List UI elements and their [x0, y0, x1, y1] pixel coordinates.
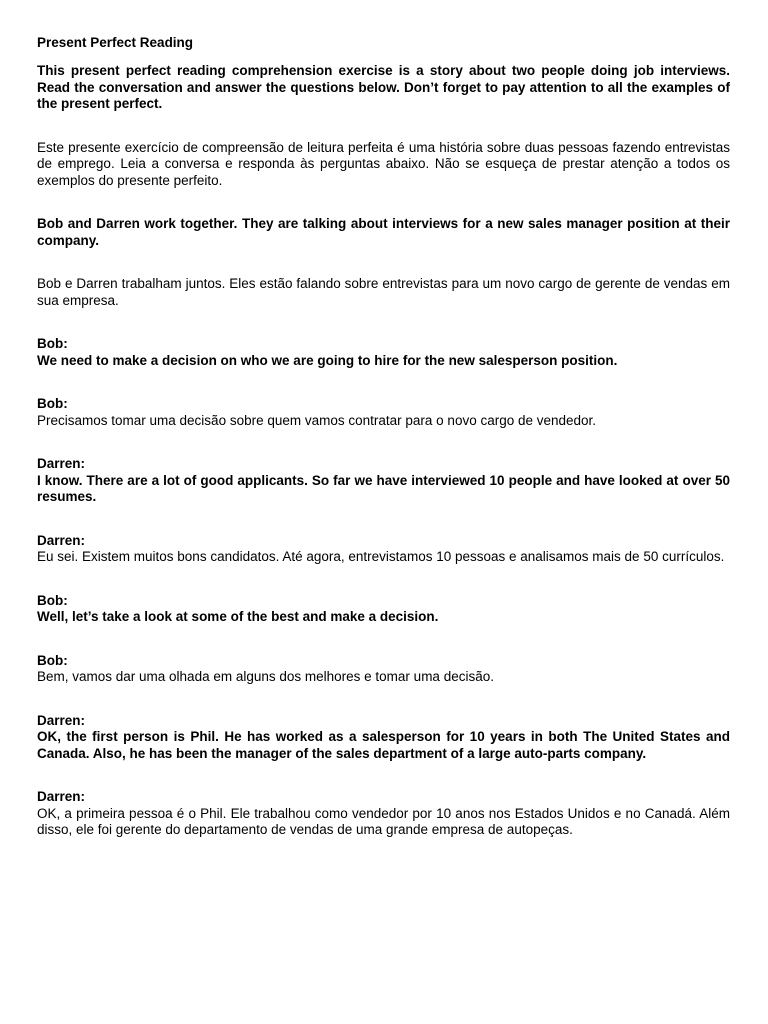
dialogue-line — [37, 713, 730, 763]
dialogue-text: I know. There are a lot of good applicants. So far we have interviewed 10 people and have looked at over 50 resumes. — [37, 472, 730, 504]
speaker-label: Bob: — [37, 592, 68, 608]
speaker-label: Darren: — [37, 712, 86, 728]
intro-english: This present perfect reading comprehension exercise is a story about two people doing job interviews. Read the conversation and answer the questions below. Don’t forget to pay attention to all the examples of the present perfect. — [37, 63, 730, 111]
intro-portuguese: Este presente exercício de compreensão de leitura perfeita é uma história sobre duas pessoas fazendo entrevistas de emprego. Leia a conversa e responda às perguntas abaixo. Não se esqueça de prestar atenção a todos os exemplos do presente perfeito. — [37, 139, 730, 188]
dialogue-line — [37, 789, 730, 839]
document-title: Present Perfect Reading — [37, 35, 194, 50]
speaker-label: Darren: — [37, 456, 86, 471]
dialogue-line — [37, 533, 730, 566]
dialogue-text: Bem, vamos dar uma olhada em alguns dos melhores e tomar uma decisão. — [37, 669, 494, 684]
dialogue-line — [37, 653, 730, 686]
context-portuguese: Bob e Darren trabalham juntos. Eles estão falando sobre entrevistas para um novo cargo de gerente de vendas em sua empresa. — [37, 276, 730, 308]
dialogue-line — [37, 336, 730, 369]
speaker-label: Darren: — [37, 789, 86, 804]
speaker-label: Darren: — [37, 532, 86, 548]
speaker-label: Bob: — [37, 652, 68, 668]
dialogue-text: Well, let’s take a look at some of the best and make a decision. — [37, 609, 439, 624]
dialogue-text: We need to make a decision on who we are going to hire for the new salesperson position. — [37, 352, 618, 368]
dialogue-line — [37, 396, 730, 429]
speaker-label: Bob: — [37, 336, 68, 351]
dialogue-line — [37, 456, 730, 506]
dialogue-text: OK, a primeira pessoa é o Phil. Ele trabalhou como vendedor por 10 anos nos Estados Unidos e no Canadá. Além disso, ele foi gerente do departamento de vendas de uma grande empresa de autopeças. — [37, 805, 730, 837]
dialogue-text: Eu sei. Existem muitos bons candidatos. Até agora, entrevistamos 10 pessoas e analisamos mais de 50 currículos. — [37, 549, 725, 564]
dialogue-line — [37, 593, 730, 626]
speaker-label: Bob: — [37, 396, 68, 411]
dialogue-text: OK, the first person is Phil. He has worked as a salesperson for 10 years in both The United States and Canada. Also, he has been the manager of the sales department of a large auto-parts company. — [37, 729, 730, 761]
dialogue-text: Precisamos tomar uma decisão sobre quem vamos contratar para o novo cargo de vendedor. — [37, 412, 597, 428]
context-english: Bob and Darren work together. They are talking about interviews for a new sales manager position at their company. — [37, 216, 730, 248]
